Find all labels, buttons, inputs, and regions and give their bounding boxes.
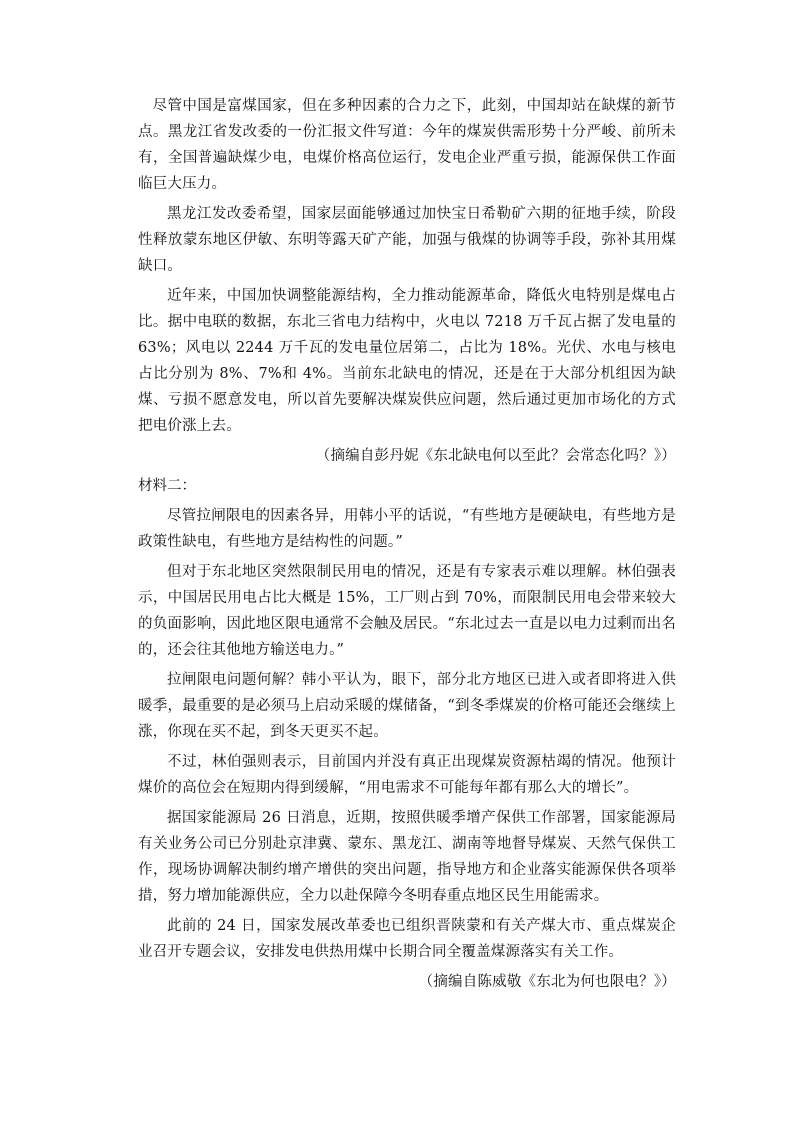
- paragraph-7: 不过，林伯强则表示，目前国内并没有真正出现煤炭资源枯竭的情况。他预计煤价的高位会在短期内得到缓解，“用电需求不可能每年都有那么大的增长”。: [138, 754, 676, 796]
- paragraph-3: 近年来，中国加快调整能源结构，全力推动能源革命，降低火电特别是煤电占比。据中电联的数据，东北三省电力结构中，火电以 7218 万千瓦占据了发电量的 63%；风电以 2244 万千瓦的发电量位居第二，占比为 18%。光伏、水电与核电占比分别为 8%、7%和 4%。当前东北缺电的情况，还是在于大部分机组因为缺煤、亏损不愿意发电，所以首先要解决煤炭供应问题，然后通过更加市场化的方式把电价涨上去。: [138, 288, 676, 434]
- paragraph-9: 此前的 24 日，国家发展改革委也已组织晋陕蒙和有关产煤大市、重点煤炭企业召开专题会议，安排发电供热用煤中长期合同全覆盖煤源落实有关工作。: [138, 918, 676, 960]
- paragraph-5: 但对于东北地区突然限制民用电的情况，还是有专家表示难以理解。林伯强表示，中国居民用电占比大概是 15%，工厂则占到 70%，而限制民用电会带来较大的负面影响，因此地区限电通常不会触及居民。“东北过去一直是以电力过剩而出名的，还会往其他地方输送电力。”: [138, 564, 676, 658]
- paragraph-8: 据国家能源局 26 日消息，近期，按照供暖季增产保供工作部署，国家能源局有关业务公司已分别赴京津冀、蒙东、黑龙江、湖南等地督导煤炭、天然气保供工作，现场协调解决制约增产增供的突出问题，指导地方和企业落实能源保供各项举措，努力增加能源供应，全力以赴保障今冬明春重点地区民生用能需求。: [138, 810, 676, 904]
- paragraph-6: 拉闸限电问题何解？韩小平认为，眼下，部分北方地区已进入或者即将进入供暖季，最重要的是必须马上启动采暖的煤储备，“到冬季煤炭的价格可能还会继续上涨，你现在买不起，到冬天更买不起。: [138, 672, 676, 740]
- document-body: [138, 93, 676, 999]
- paragraph-1: 尽管中国是富煤国家，但在多种因素的合力之下，此刻，中国却站在缺煤的新节点。黑龙江省发改委的一份汇报文件写道：今年的煤炭供需形势十分严峻、前所未有，全国普遍缺煤少电，电煤价格高位运行，发电企业严重亏损，能源保供工作面临巨大压力。: [138, 98, 676, 192]
- source-citation-1: （摘编自彭丹妮《东北缺电何以至此？会常态化吗？》）: [315, 448, 676, 464]
- source-citation-2: （摘编自陈威敬《东北为何也限电？》）: [418, 974, 676, 990]
- paragraph-4: 尽管拉闸限电的因素各异，用韩小平的话说，“有些地方是硬缺电，有些地方是政策性缺电，有些地方是结构性的问题。”: [138, 508, 676, 550]
- section-label-material-two: 材料二：: [138, 478, 196, 494]
- paragraph-2: 黑龙江发改委希望，国家层面能够通过加快宝日希勒矿六期的征地手续，阶段性释放蒙东地区伊敏、东明等露天矿产能，加强与俄煤的协调等手段，弥补其用煤缺口。: [138, 206, 676, 274]
